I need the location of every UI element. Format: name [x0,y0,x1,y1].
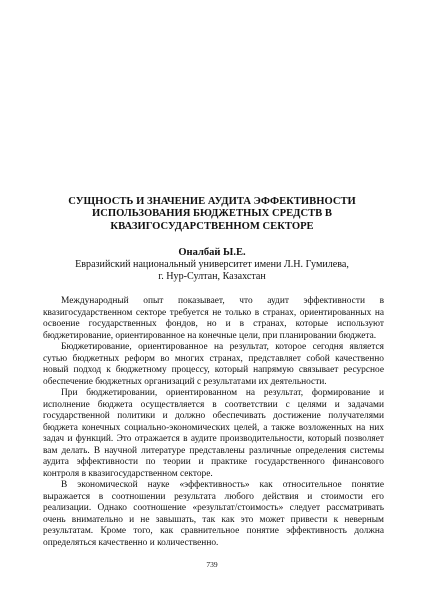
author-name: Оналбай Ы.Е. [178,247,246,258]
page-number: 739 [206,560,218,569]
paragraph: В экономической науке «эффективность» как относительное понятие выражается в соотношении результата любого действия и стоимости его реализации. Однако соотношение «результат/стоимость» следует рассматривать очень внимательно и не завышать, так как это может привести к неверным результатам. Кроме того, как сравнительное понятие эффективность должна определяться качественно и количественно. [43,480,384,548]
affiliation [40,259,384,283]
body-text [43,296,384,549]
paragraph: Бюджетирование, ориентированное на результат, которое сегодня является сутью бюджетных реформ во многих странах, представляет собой качественно новый подход к бюджетному процессу, который напрямую связывает ресурсное обеспечение бюджетных организаций с результатами их деятельности. [43,342,384,387]
title-line: ИСПОЛЬЗОВАНИЯ БЮДЖЕТНЫХ СРЕДСТВ В [92,208,332,220]
affiliation-line: г. Нур-Султан, Казахстан [158,271,266,282]
paper-title [60,196,364,233]
paragraph: Международный опыт показывает, что аудит эффективности в квазигосударственном секторе требуется не только в странах, ориентированных на освоение государственных фондов, но и в странах, которые используют бюджетирование, ориентированное на конечные цели, при планировании бюджета. [43,296,384,341]
title-line: СУЩНОСТЬ И ЗНАЧЕНИЕ АУДИТА ЭФФЕКТИВНОСТИ [68,196,356,207]
title-line: КВАЗИГОСУДАРСТВЕННОМ СЕКТОРЕ [110,220,314,232]
paragraph: При бюджетировании, ориентированном на результат, формирование и исполнение бюджета осуществляется в соответствии с целями и задачами государственной политики и должно обеспечивать достижение получателями бюджета конечных социально-экономических целей, а также возложенных на них задач и функций. Это отражается в аудите производительности, который позволяет вам делать. В научной литературе представлены различные определения системы аудита эффективности по теории и практике государственного финансового контроля в квазигосударственном секторе. [43,388,384,479]
affiliation-line: Евразийский национальный университет имени Л.Н. Гумилева, [75,259,349,270]
